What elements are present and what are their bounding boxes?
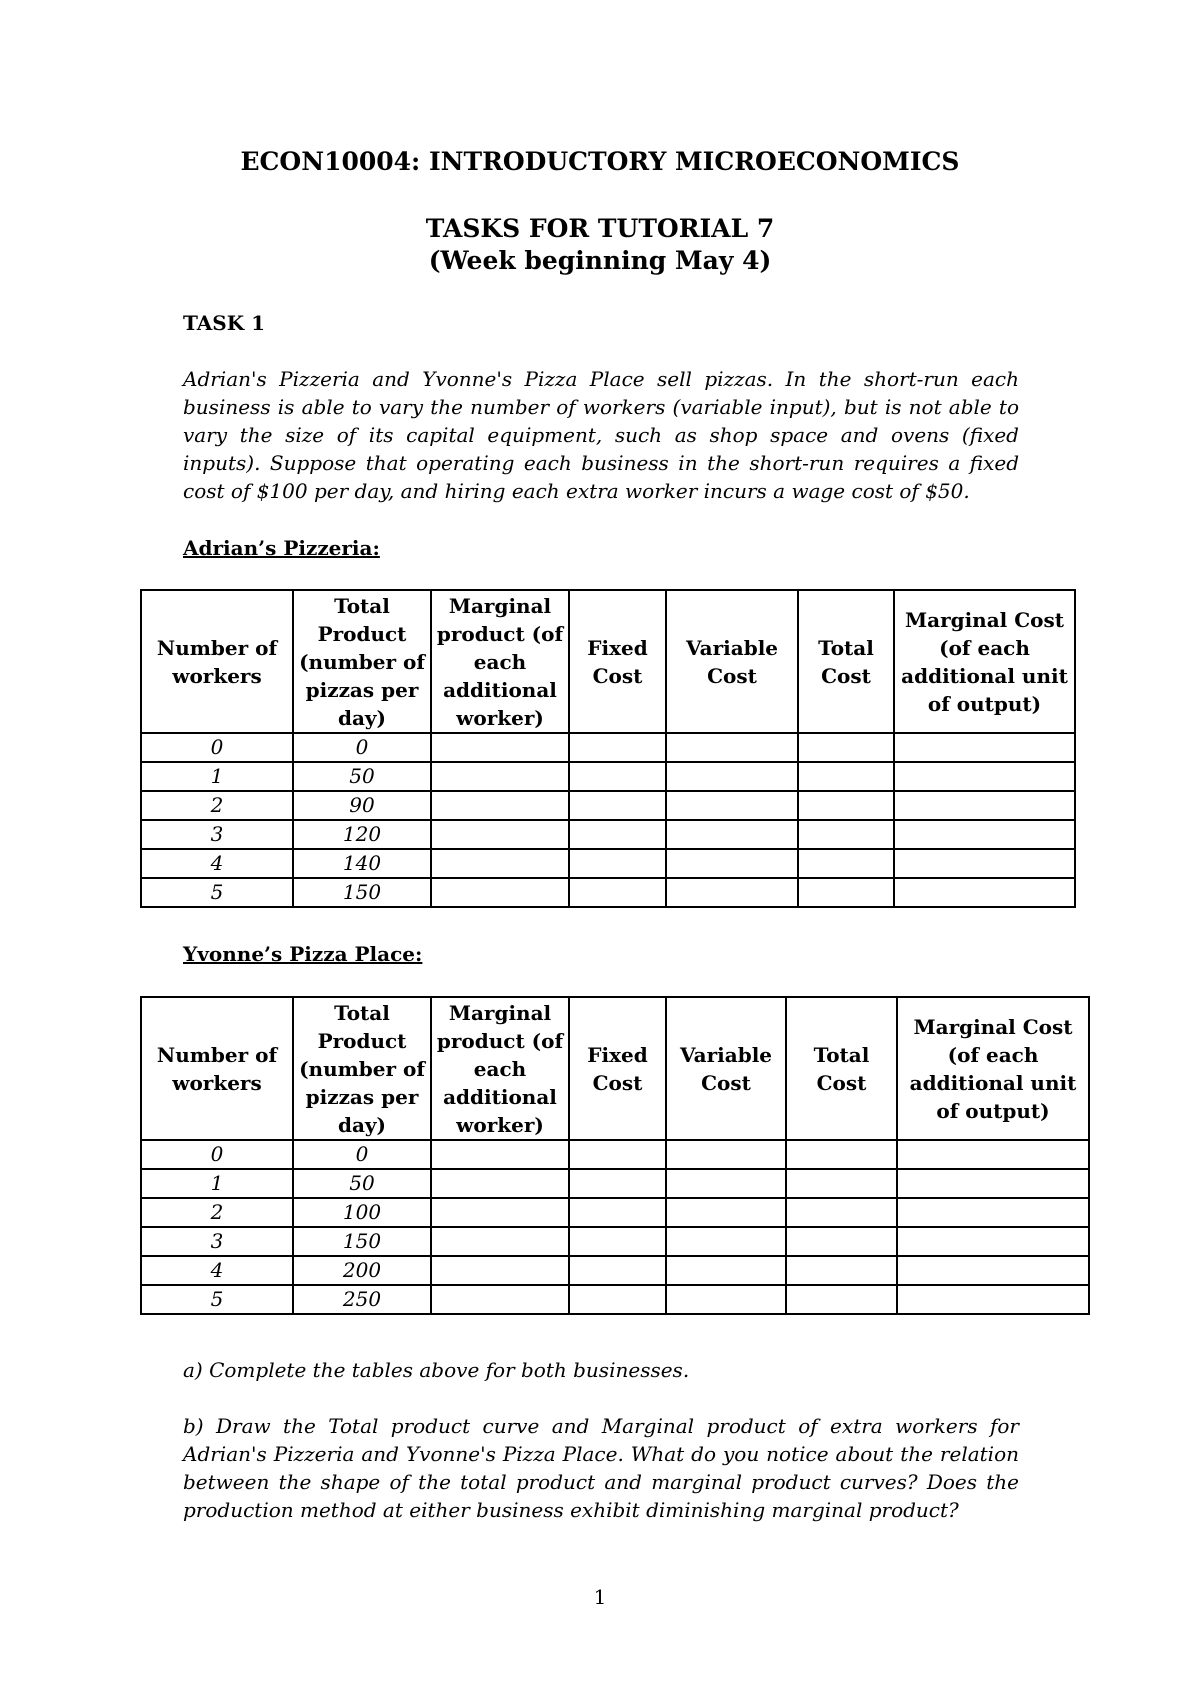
adrian-cost-table (140, 589, 1076, 908)
page-number: 1 (593, 1585, 607, 1609)
blank-cell[interactable] (569, 1169, 666, 1198)
workers-cell: 1 (141, 762, 293, 791)
yvonne-cost-table (140, 996, 1090, 1315)
blank-cell[interactable] (569, 1227, 666, 1256)
col-header-total-product: Total Product (number of pizzas per day) (293, 590, 431, 733)
blank-cell[interactable] (894, 733, 1075, 762)
col-header-workers: Number of workers (141, 997, 293, 1140)
yvonne-section-heading: Yvonne’s Pizza Place: (183, 942, 423, 966)
total-product-cell: 90 (293, 791, 431, 820)
blank-cell[interactable] (431, 849, 569, 878)
workers-cell: 5 (141, 1285, 293, 1314)
table-row (141, 1169, 1089, 1198)
blank-cell[interactable] (569, 849, 666, 878)
col-header-marginal-cost: Marginal Cost (of each additional unit of output) (894, 590, 1075, 733)
table-row (141, 1285, 1089, 1314)
question-b: b) Draw the Total product curve and Marginal product of extra workers for Adrian's Pizzeria and Yvonne's Pizza Place. What do you notice about the relation between the shape of the total product and marginal product curves? Does the production method at either business exhibit diminishing marginal product? (183, 1414, 1019, 1522)
blank-cell[interactable] (786, 1140, 897, 1169)
blank-cell[interactable] (666, 1256, 786, 1285)
blank-cell[interactable] (569, 733, 666, 762)
blank-cell[interactable] (897, 1140, 1089, 1169)
blank-cell[interactable] (431, 820, 569, 849)
workers-cell: 3 (141, 1227, 293, 1256)
workers-cell: 4 (141, 1256, 293, 1285)
blank-cell[interactable] (666, 1285, 786, 1314)
total-product-cell: 50 (293, 762, 431, 791)
week-subtitle: (Week beginning May 4) (428, 246, 772, 275)
col-header-variable-cost: Variable Cost (666, 590, 798, 733)
blank-cell[interactable] (798, 762, 894, 791)
col-header-marginal-cost: Marginal Cost (of each additional unit of output) (897, 997, 1089, 1140)
col-header-fixed-cost: Fixed Cost (569, 997, 666, 1140)
task-intro-paragraph: Adrian's Pizzeria and Yvonne's Pizza Place sell pizzas. In the short-run each business is able to vary the number of workers (variable input), but is not able to vary the size of its capital equipment, such as shop space and ovens (fixed inputs). Suppose that operating each business in the short-run requires a fixed cost of $100 per day, and hiring each extra worker incurs a wage cost of $50. (183, 367, 1019, 503)
blank-cell[interactable] (569, 1198, 666, 1227)
blank-cell[interactable] (666, 849, 798, 878)
total-product-cell: 140 (293, 849, 431, 878)
blank-cell[interactable] (569, 762, 666, 791)
workers-cell: 0 (141, 733, 293, 762)
table-row (141, 1140, 1089, 1169)
blank-cell[interactable] (666, 1198, 786, 1227)
blank-cell[interactable] (897, 1227, 1089, 1256)
blank-cell[interactable] (569, 1256, 666, 1285)
blank-cell[interactable] (431, 791, 569, 820)
blank-cell[interactable] (666, 791, 798, 820)
blank-cell[interactable] (431, 1169, 569, 1198)
tasks-title: TASKS FOR TUTORIAL 7 (425, 214, 775, 243)
blank-cell[interactable] (894, 849, 1075, 878)
table-row (141, 1227, 1089, 1256)
blank-cell[interactable] (569, 1140, 666, 1169)
col-header-marginal-product: Marginal product (of each additional worker) (431, 590, 569, 733)
total-product-cell: 150 (293, 1227, 431, 1256)
blank-cell[interactable] (666, 820, 798, 849)
blank-cell[interactable] (897, 1198, 1089, 1227)
blank-cell[interactable] (786, 1227, 897, 1256)
table-row (141, 878, 1075, 907)
blank-cell[interactable] (894, 762, 1075, 791)
table-row (141, 820, 1075, 849)
blank-cell[interactable] (666, 762, 798, 791)
blank-cell[interactable] (569, 1285, 666, 1314)
total-product-cell: 0 (293, 1140, 431, 1169)
table-header-row (141, 590, 1075, 733)
blank-cell[interactable] (897, 1169, 1089, 1198)
blank-cell[interactable] (786, 1169, 897, 1198)
blank-cell[interactable] (569, 878, 666, 907)
blank-cell[interactable] (666, 1227, 786, 1256)
blank-cell[interactable] (894, 791, 1075, 820)
blank-cell[interactable] (431, 733, 569, 762)
blank-cell[interactable] (431, 1256, 569, 1285)
total-product-cell: 250 (293, 1285, 431, 1314)
total-product-cell: 150 (293, 878, 431, 907)
workers-cell: 0 (141, 1140, 293, 1169)
workers-cell: 5 (141, 878, 293, 907)
blank-cell[interactable] (666, 878, 798, 907)
total-product-cell: 100 (293, 1198, 431, 1227)
col-header-marginal-product: Marginal product (of each additional worker) (431, 997, 569, 1140)
col-header-total-cost: Total Cost (786, 997, 897, 1140)
table-header-row (141, 997, 1089, 1140)
col-header-total-product: Total Product (number of pizzas per day) (293, 997, 431, 1140)
total-product-cell: 120 (293, 820, 431, 849)
blank-cell[interactable] (431, 878, 569, 907)
blank-cell[interactable] (786, 1256, 897, 1285)
blank-cell[interactable] (897, 1256, 1089, 1285)
blank-cell[interactable] (786, 1285, 897, 1314)
blank-cell[interactable] (666, 1140, 786, 1169)
table-row (141, 791, 1075, 820)
question-a: a) Complete the tables above for both businesses. (183, 1358, 690, 1382)
col-header-workers: Number of workers (141, 590, 293, 733)
blank-cell[interactable] (798, 820, 894, 849)
col-header-fixed-cost: Fixed Cost (569, 590, 666, 733)
blank-cell[interactable] (798, 849, 894, 878)
total-product-cell: 50 (293, 1169, 431, 1198)
blank-cell[interactable] (569, 820, 666, 849)
blank-cell[interactable] (786, 1198, 897, 1227)
col-header-variable-cost: Variable Cost (666, 997, 786, 1140)
workers-cell: 2 (141, 791, 293, 820)
blank-cell[interactable] (431, 1227, 569, 1256)
course-title: ECON10004: INTRODUCTORY MICROECONOMICS (240, 147, 960, 176)
blank-cell[interactable] (798, 791, 894, 820)
blank-cell[interactable] (431, 1140, 569, 1169)
table-row (141, 1198, 1089, 1227)
blank-cell[interactable] (431, 1285, 569, 1314)
workers-cell: 1 (141, 1169, 293, 1198)
blank-cell[interactable] (666, 1169, 786, 1198)
workers-cell: 2 (141, 1198, 293, 1227)
workers-cell: 3 (141, 820, 293, 849)
table-row (141, 733, 1075, 762)
adrian-section-heading: Adrian’s Pizzeria: (183, 536, 380, 560)
table-row (141, 849, 1075, 878)
table-row (141, 1256, 1089, 1285)
workers-cell: 4 (141, 849, 293, 878)
blank-cell[interactable] (894, 878, 1075, 907)
col-header-total-cost: Total Cost (798, 590, 894, 733)
total-product-cell: 0 (293, 733, 431, 762)
blank-cell[interactable] (431, 762, 569, 791)
blank-cell[interactable] (431, 1198, 569, 1227)
task-heading: TASK 1 (183, 311, 266, 335)
table-row (141, 762, 1075, 791)
blank-cell[interactable] (897, 1285, 1089, 1314)
blank-cell[interactable] (894, 820, 1075, 849)
blank-cell[interactable] (798, 878, 894, 907)
blank-cell[interactable] (569, 791, 666, 820)
total-product-cell: 200 (293, 1256, 431, 1285)
blank-cell[interactable] (798, 733, 894, 762)
blank-cell[interactable] (666, 733, 798, 762)
